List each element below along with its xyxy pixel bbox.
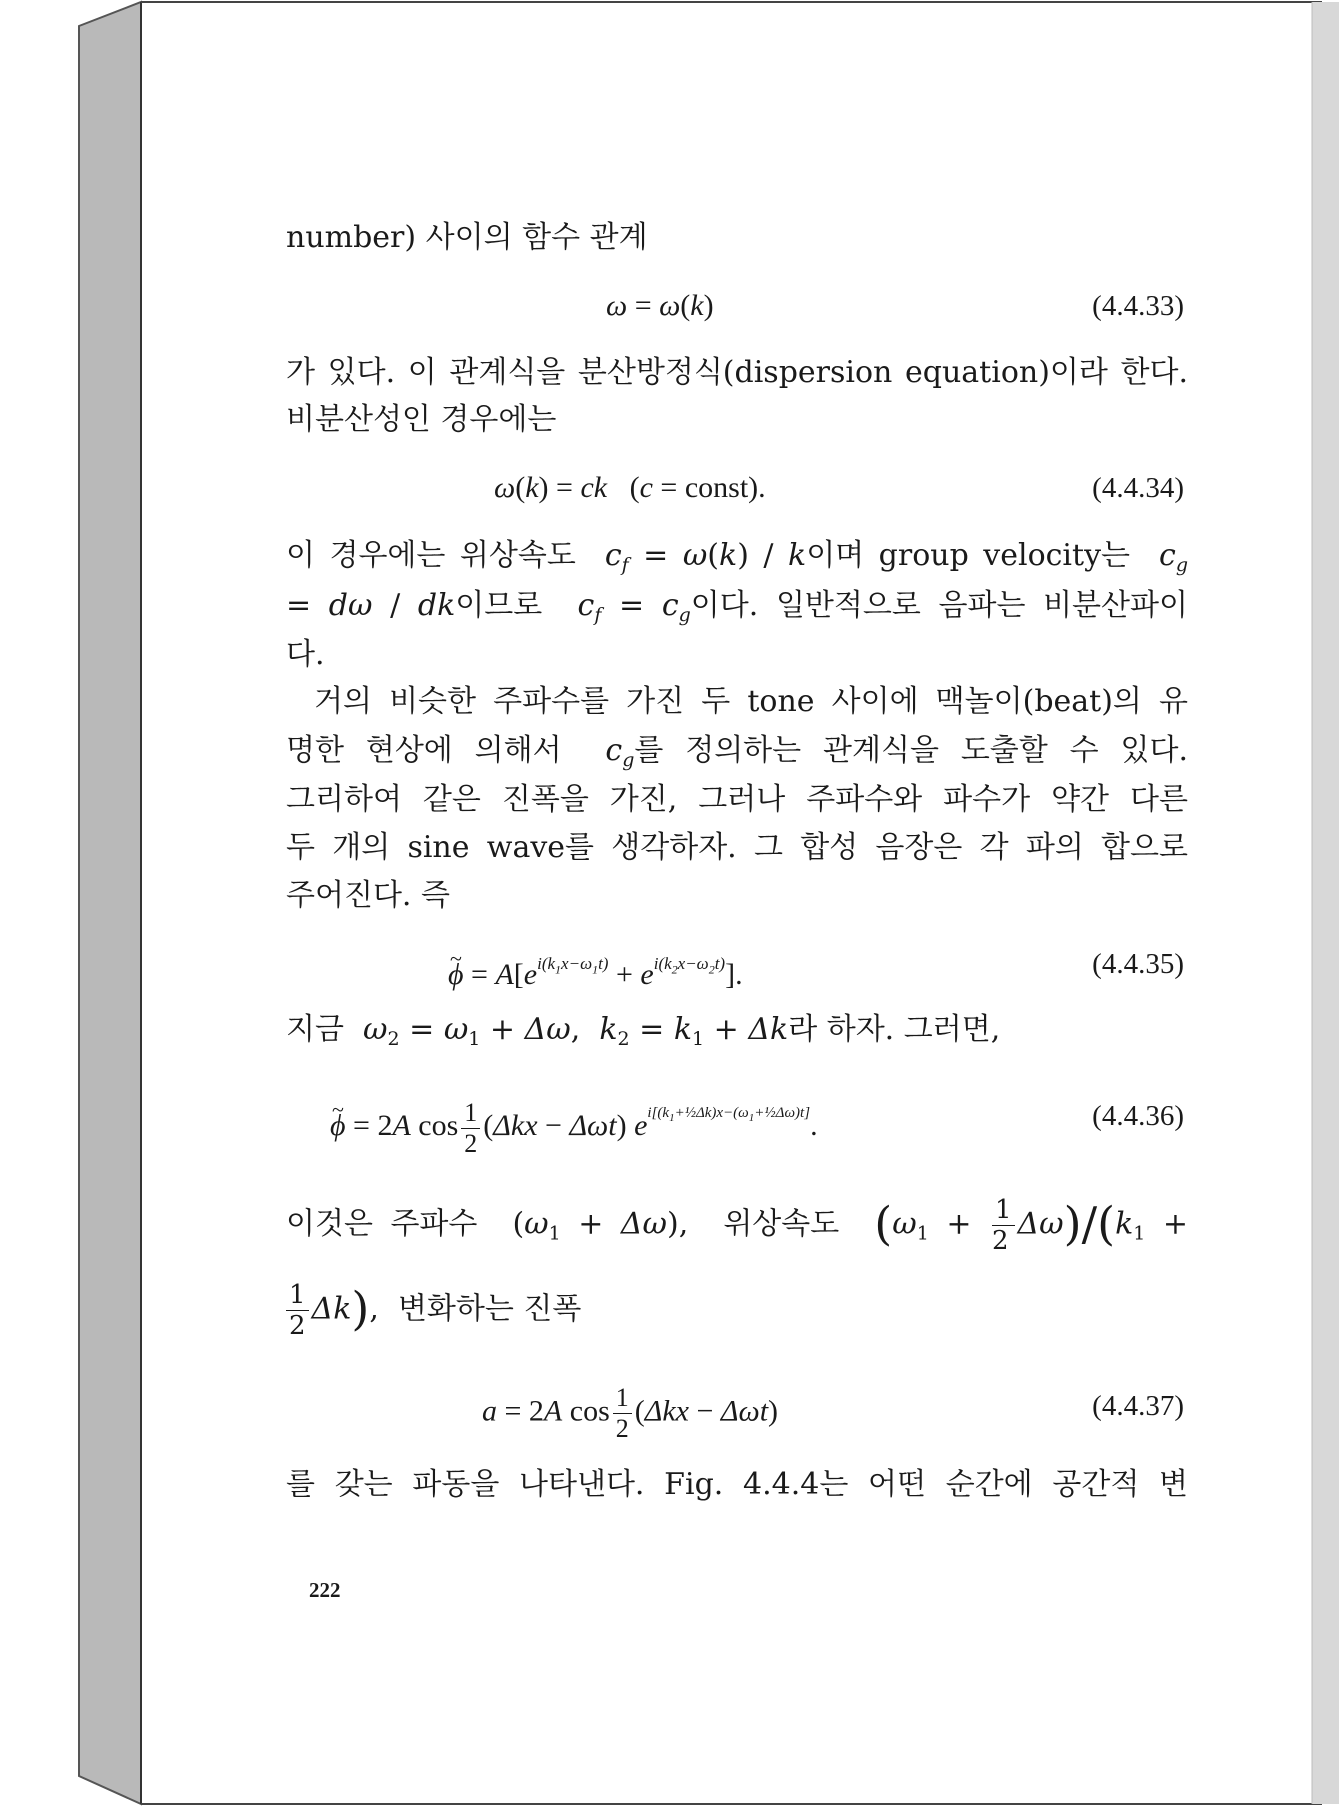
text-line-9: 그리하여 같은 진폭을 가진, 그러나 주파수와 파수가 약간 다른 — [286, 782, 1188, 817]
text-line-1: number) 사이의 함수 관계 — [286, 220, 648, 255]
equation-number-35: (4.4.35) — [1092, 948, 1184, 980]
text-line-12: 지금 $\omega_2 = \omega_1 + \Delta\omega$, $k_2 = k_1 + \Delta k$라 하자. 그러면, — [286, 1012, 1001, 1050]
text-line-2: 가 있다. 이 관계식을 분산방정식(dispersion equation)이라 한다. — [286, 355, 1188, 390]
text-line-4: 이 경우에는 위상속도 $c_f = \omega(k) / k$이며 group velocity는 $c_g$ — [286, 538, 1188, 576]
equation-4-4-34: ω(k) = ck (c = const). — [494, 471, 766, 504]
equation-4-4-37: a = 2A cos $\frac{1}{2}$ (Δkx − Δωt) — [482, 1383, 779, 1443]
text-line-6: 다. — [286, 637, 325, 672]
text-line-10: 두 개의 sine wave를 생각하자. 그 합성 음장은 각 파의 합으로 — [286, 830, 1188, 865]
text-line-11: 주어진다. 즉 — [286, 878, 450, 913]
equation-number-33: (4.4.33) — [1092, 290, 1184, 322]
equation-4-4-36: ϕ ~ = 2A cos $\frac{1}{2}$ (Δkx − Δωt) $e^{i[(k_1+\frac{1}{2}\Delta k)x-(\omega_1+\frac{1}{2}\Delta\omega)t]}$. — [330, 1095, 818, 1157]
equation-number-36: (4.4.36) — [1092, 1100, 1184, 1132]
equation-number-37: (4.4.37) — [1092, 1390, 1184, 1422]
text-line-13: 이것은 주파수 $(\omega_1 + \Delta\omega)$, 위상속도 ($\omega_1$ + $\frac{1}{2}$ $\Delta\omega)/(k_1$ + — [286, 1195, 1188, 1256]
text-line-14: $\frac{1}{2}$ Δk), 변화하는 진폭 — [286, 1282, 1188, 1339]
equation-4-4-33: ω = ω(k) — [606, 289, 714, 322]
text-line-3: 비분산성인 경우에는 — [286, 402, 557, 437]
text-line-7: 거의 비슷한 주파수를 가진 두 tone 사이에 맥놀이(beat)의 유 — [314, 684, 1188, 719]
text-line-15: 를 갖는 파동을 나타낸다. Fig. 4.4.4는 어떤 순간에 공간적 변 — [286, 1467, 1188, 1502]
equation-4-4-35: ϕ ~ = $A[e^{i(k_1x-\omega_1t)} + e^{i(k_2x-\omega_2t)}]$. — [448, 946, 743, 993]
text-line-5: = dω / dk이므로 $c_f = c_g$이다. 일반적으로 음파는 비분산파이 — [286, 588, 1188, 626]
const-label: const — [684, 471, 749, 504]
page-number: 222 — [309, 1578, 341, 1602]
text-line-8: 명한 현상에 의해서 $c_g$를 정의하는 관계식을 도출할 수 있다. — [286, 733, 1188, 771]
equation-number-34: (4.4.34) — [1092, 472, 1184, 504]
